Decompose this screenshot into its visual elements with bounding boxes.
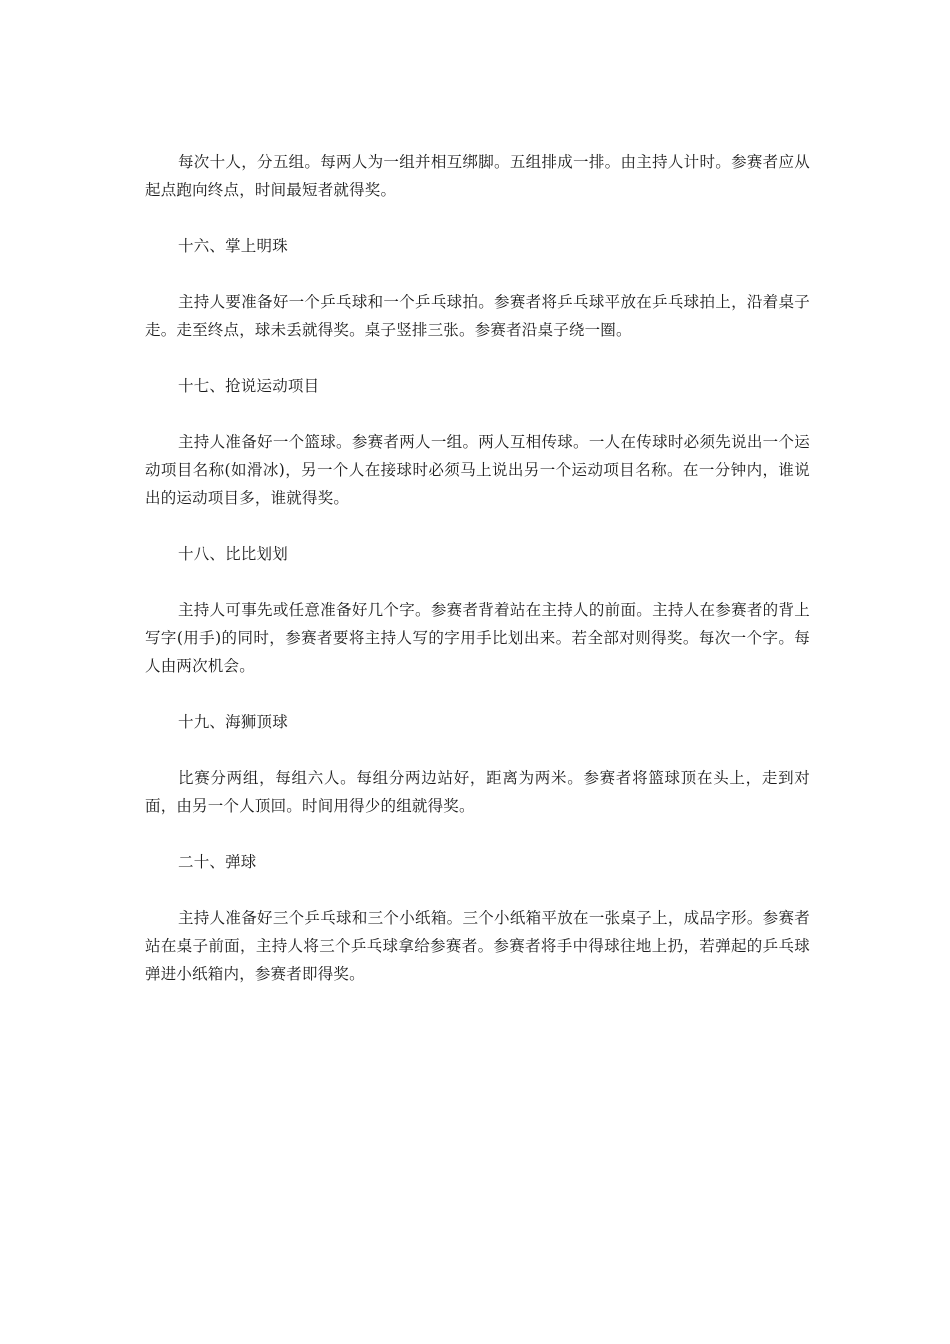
section-20-title: 二十、弹球: [178, 853, 257, 871]
section-20-body: 主持人准备好三个乒乓球和三个小纸箱。三个小纸箱平放在一张桌子上，成品字形。参赛者站在桌子前面，主持人将三个乒乓球拿给参赛者。参赛者将手中得球往地上扔，若弹起的乒乓球弹进小纸箱内，参赛者即得奖。: [145, 909, 810, 983]
section-17-title: 十七、抢说运动项目: [178, 377, 320, 395]
section-16-body: 主持人要准备好一个乒乓球和一个乒乓球拍。参赛者将乒乓球平放在乒乓球拍上，沿着桌子走。走至终点，球未丢就得奖。桌子竖排三张。参赛者沿桌子绕一圈。: [145, 293, 810, 339]
document-page: [145, 148, 810, 988]
section-18-body: 主持人可事先或任意准备好几个字。参赛者背着站在主持人的前面。主持人在参赛者的背上写字(用手)的同时，参赛者要将主持人写的字用手比划出来。若全部对则得奖。每次一个字。每人由两次机会。: [145, 601, 810, 675]
section-19-title: 十九、海狮顶球: [178, 713, 288, 731]
section-19-body: 比赛分两组，每组六人。每组分两边站好，距离为两米。参赛者将篮球顶在头上，走到对面，由另一个人顶回。时间用得少的组就得奖。: [145, 769, 810, 815]
section-18-title: 十八、比比划划: [178, 545, 288, 563]
section-15-body: 每次十人，分五组。每两人为一组并相互绑脚。五组排成一排。由主持人计时。参赛者应从起点跑向终点，时间最短者就得奖。: [145, 153, 810, 199]
section-17-body: 主持人准备好一个篮球。参赛者两人一组。两人互相传球。一人在传球时必须先说出一个运动项目名称(如滑冰)，另一个人在接球时必须马上说出另一个运动项目名称。在一分钟内，谁说出的运动项目多，谁就得奖。: [145, 433, 810, 507]
section-16-title: 十六、掌上明珠: [178, 237, 288, 255]
